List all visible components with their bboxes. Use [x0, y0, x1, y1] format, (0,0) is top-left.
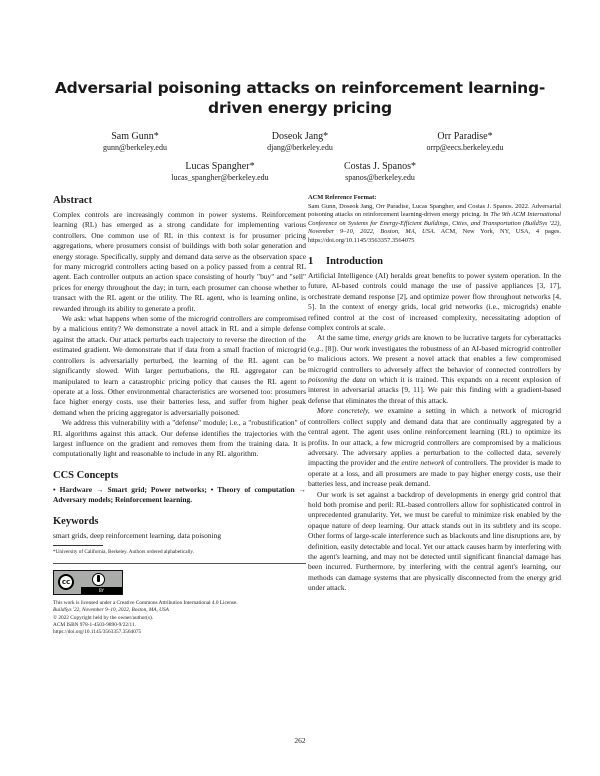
copyright: © 2022 Copyright held by the owner/author(s). — [53, 614, 154, 621]
cc-by-license-badge[interactable] — [53, 570, 123, 595]
author-block — [380, 131, 550, 153]
creative-commons-icon: cc — [58, 574, 74, 590]
footnote: *University of California, Berkeley. Authors ordered alphabetically. — [53, 548, 194, 555]
isbn: ACM ISBN 978-1-4503-9890-9/22/11. — [53, 621, 136, 628]
license-block — [53, 600, 306, 636]
author-name: Doseok Jang* — [271, 131, 329, 142]
author-block — [50, 131, 220, 153]
author-name: Sam Gunn* — [111, 131, 159, 142]
section-number: 1 — [308, 256, 314, 267]
author-email: gunn@berkeley.edu — [103, 143, 167, 152]
intro-paragraph: At the same time, energy grids are known to be lucrative targets for cyberattacks (e.g., [8]). Our work investigates the robustness of an AI-based microgrid controller to malicious actors. We present a novel attack that enables a few compromised microgrid controllers to adversely affect the behavior of connected controllers by poisoning the data on which it is trained. This expands on a recent explosion of interest in adversarial attacks [9, 11]. We pair this finding with a gradient-based defense that eliminates the threat of this attack. — [308, 333, 561, 405]
paper-title: Adversarial poisoning attacks on reinforcement learning-driven energy pricing — [54, 79, 546, 117]
page-number: 262 — [294, 736, 306, 745]
right-column — [308, 194, 561, 594]
author-email: djang@berkeley.edu — [267, 143, 333, 152]
doi-link[interactable]: https://doi.org/10.1145/3563357.3564075 — [53, 629, 142, 636]
intro-paragraph: Our work is set against a backdrop of developments in energy grid control that hold both promise and peril: RL-based controllers allow for sophisticated control in unprecedented granularity. Yet, we must be careful to minimize risk enabled by the opaque nature of deep learning. Our attack stands out in its subtlety and its scope. Other forms of large-scale interference such as blackouts and line disruptions are, by definition, easily detectable and local. Yet our attack causes harm by interfering with the agent's learning, and may not be detected until significant financial damage has been incurred. Furthermore, by interfering with the central agent's learning, our methods can damage systems that are physically disconnected from the energy grid under attack. — [308, 489, 561, 593]
by-label: BY — [81, 587, 122, 594]
left-column — [53, 194, 306, 636]
section-title: Introduction — [326, 256, 383, 267]
author-email: spanos@berkeley.edu — [345, 173, 415, 182]
footnote-rule — [53, 545, 103, 546]
abstract-paragraph: We ask: what happens when some of the microgrid controllers are compromised by a malicious entity? We demonstrate a novel attack in RL and a simple defense against the attack. Our attack perturbs each trajectory to reverse the direction of the estimated gradient. We demonstrate that if data from a small fraction of microgrid controllers is adversarially perturbed, the learning of the RL agent can be significantly slowed. With larger perturbations, the RL aggregator can be manipulated to learn a catastrophic pricing policy that causes the RL agent to operate at a loss. Other environmental characteristics are worsened too: prosumers face higher energy costs, use their batteries less, and suffer from higher peak demand when the pricing aggregator is adversarially poisoned. — [53, 314, 306, 417]
keywords-text: smart grids, deep reinforcement learning, data poisoning — [53, 530, 222, 540]
acm-reference-text: Sam Gunn, Doseok Jang, Orr Paradise, Lucas Spangher, and Costas J. Spanos. 2022. Adversarial poisoning attacks on reinforcement learning-driven energy pricing. In The 9th ACM International Conference on Systems for Energy-Efficient Buildings, Cities, and Transportation (BuildSys '22), November 9–10, 2022, Boston, MA, USA. ACM, New York, NY, USA, 4 pages. https://doi.org/10.1145/3563357.3564075 — [308, 202, 562, 244]
keywords-heading: Keywords — [53, 515, 99, 527]
author-block — [135, 161, 305, 183]
author-email: orrp@eecs.berkeley.edu — [426, 143, 504, 152]
abstract-heading: Abstract — [53, 195, 93, 206]
author-block — [215, 131, 385, 153]
author-block — [295, 161, 465, 183]
intro-paragraph: More concretely, we examine a setting in which a network of microgrid controllers collect supply and demand data that are continually aggregated by a central agent. The agent uses online reinforcement learning (RL) to optimize its profits. In our attack, a few microgrid controllers are compromised by a malicious adversary. The adversary applies a perturbation to the collected data, severely impacting the provider and the entire network of controllers. The provider is made to operate at a loss, and all prosumers are made to pay higher energy costs, use their batteries less, and increase peak demand. — [308, 406, 562, 489]
author-name: Orr Paradise* — [437, 131, 493, 142]
acm-reference-heading: ACM Reference Format: — [308, 194, 377, 201]
conference-info: BuildSys '22, November 9–10, 2022, Boston, MA, USA — [53, 607, 169, 614]
section-heading-introduction — [308, 255, 561, 268]
author-name: Lucas Spangher* — [185, 161, 255, 172]
license-divider — [53, 563, 306, 564]
attribution-person-icon — [92, 573, 105, 586]
ccs-heading: CCS Concepts — [53, 469, 119, 481]
abstract-paragraph: We address this vulnerability with a "defense" module; i.e., a "robustification" of RL algorithms against this attack. Our defense identifies the trajectories with the largest influence on the gradient and removes them from the training data. It is computationally light and reasonable to include in any RL algorithm. — [53, 418, 306, 459]
author-email: lucas_spangher@berkeley.edu — [171, 173, 269, 182]
intro-paragraph: Artificial Intelligence (AI) heralds great benefits to power system operation. In the future, AI-based controls could manage the use of passive appliances [3, 17], orchestrate demand response [2], and optimize power flow throughout networks [4, 5]. In the context of energy grids, local grid networks (i.e., microgrids) enable refined control at the cost of increased complexity, necessitating adoption of complex controls at scale. — [308, 271, 561, 333]
abstract-paragraph: Complex controls are increasingly common in power systems. Reinforcement learning (RL) has emerged as a strong candidate for implementing various controllers. One common use of RL in this context is for prosumer pricing aggregations, where prosumers consist of buildings with both solar generation and energy storage. Specifically, supply and demand data serve as the observation space for many microgrid controllers acting based on a policy passed from a central RL agent. Each controller outputs an action space consisting of hourly "buy" and "sell" prices for energy throughout the day; in turn, each prosumer can choose whether to transact with the RL agent or the utility. The RL agent, who is learning online, is rewarded through its ability to generate a profit. — [53, 210, 306, 313]
ccs-concepts: • Hardware → Smart grid; Power networks; • Theory of computation → Adversary models; Reinforcement learning. — [53, 484, 306, 505]
author-name: Costas J. Spanos* — [344, 161, 416, 172]
license-statement: This work is licensed under a Creative Commons Attribution International 4.0 License. — [53, 599, 238, 606]
